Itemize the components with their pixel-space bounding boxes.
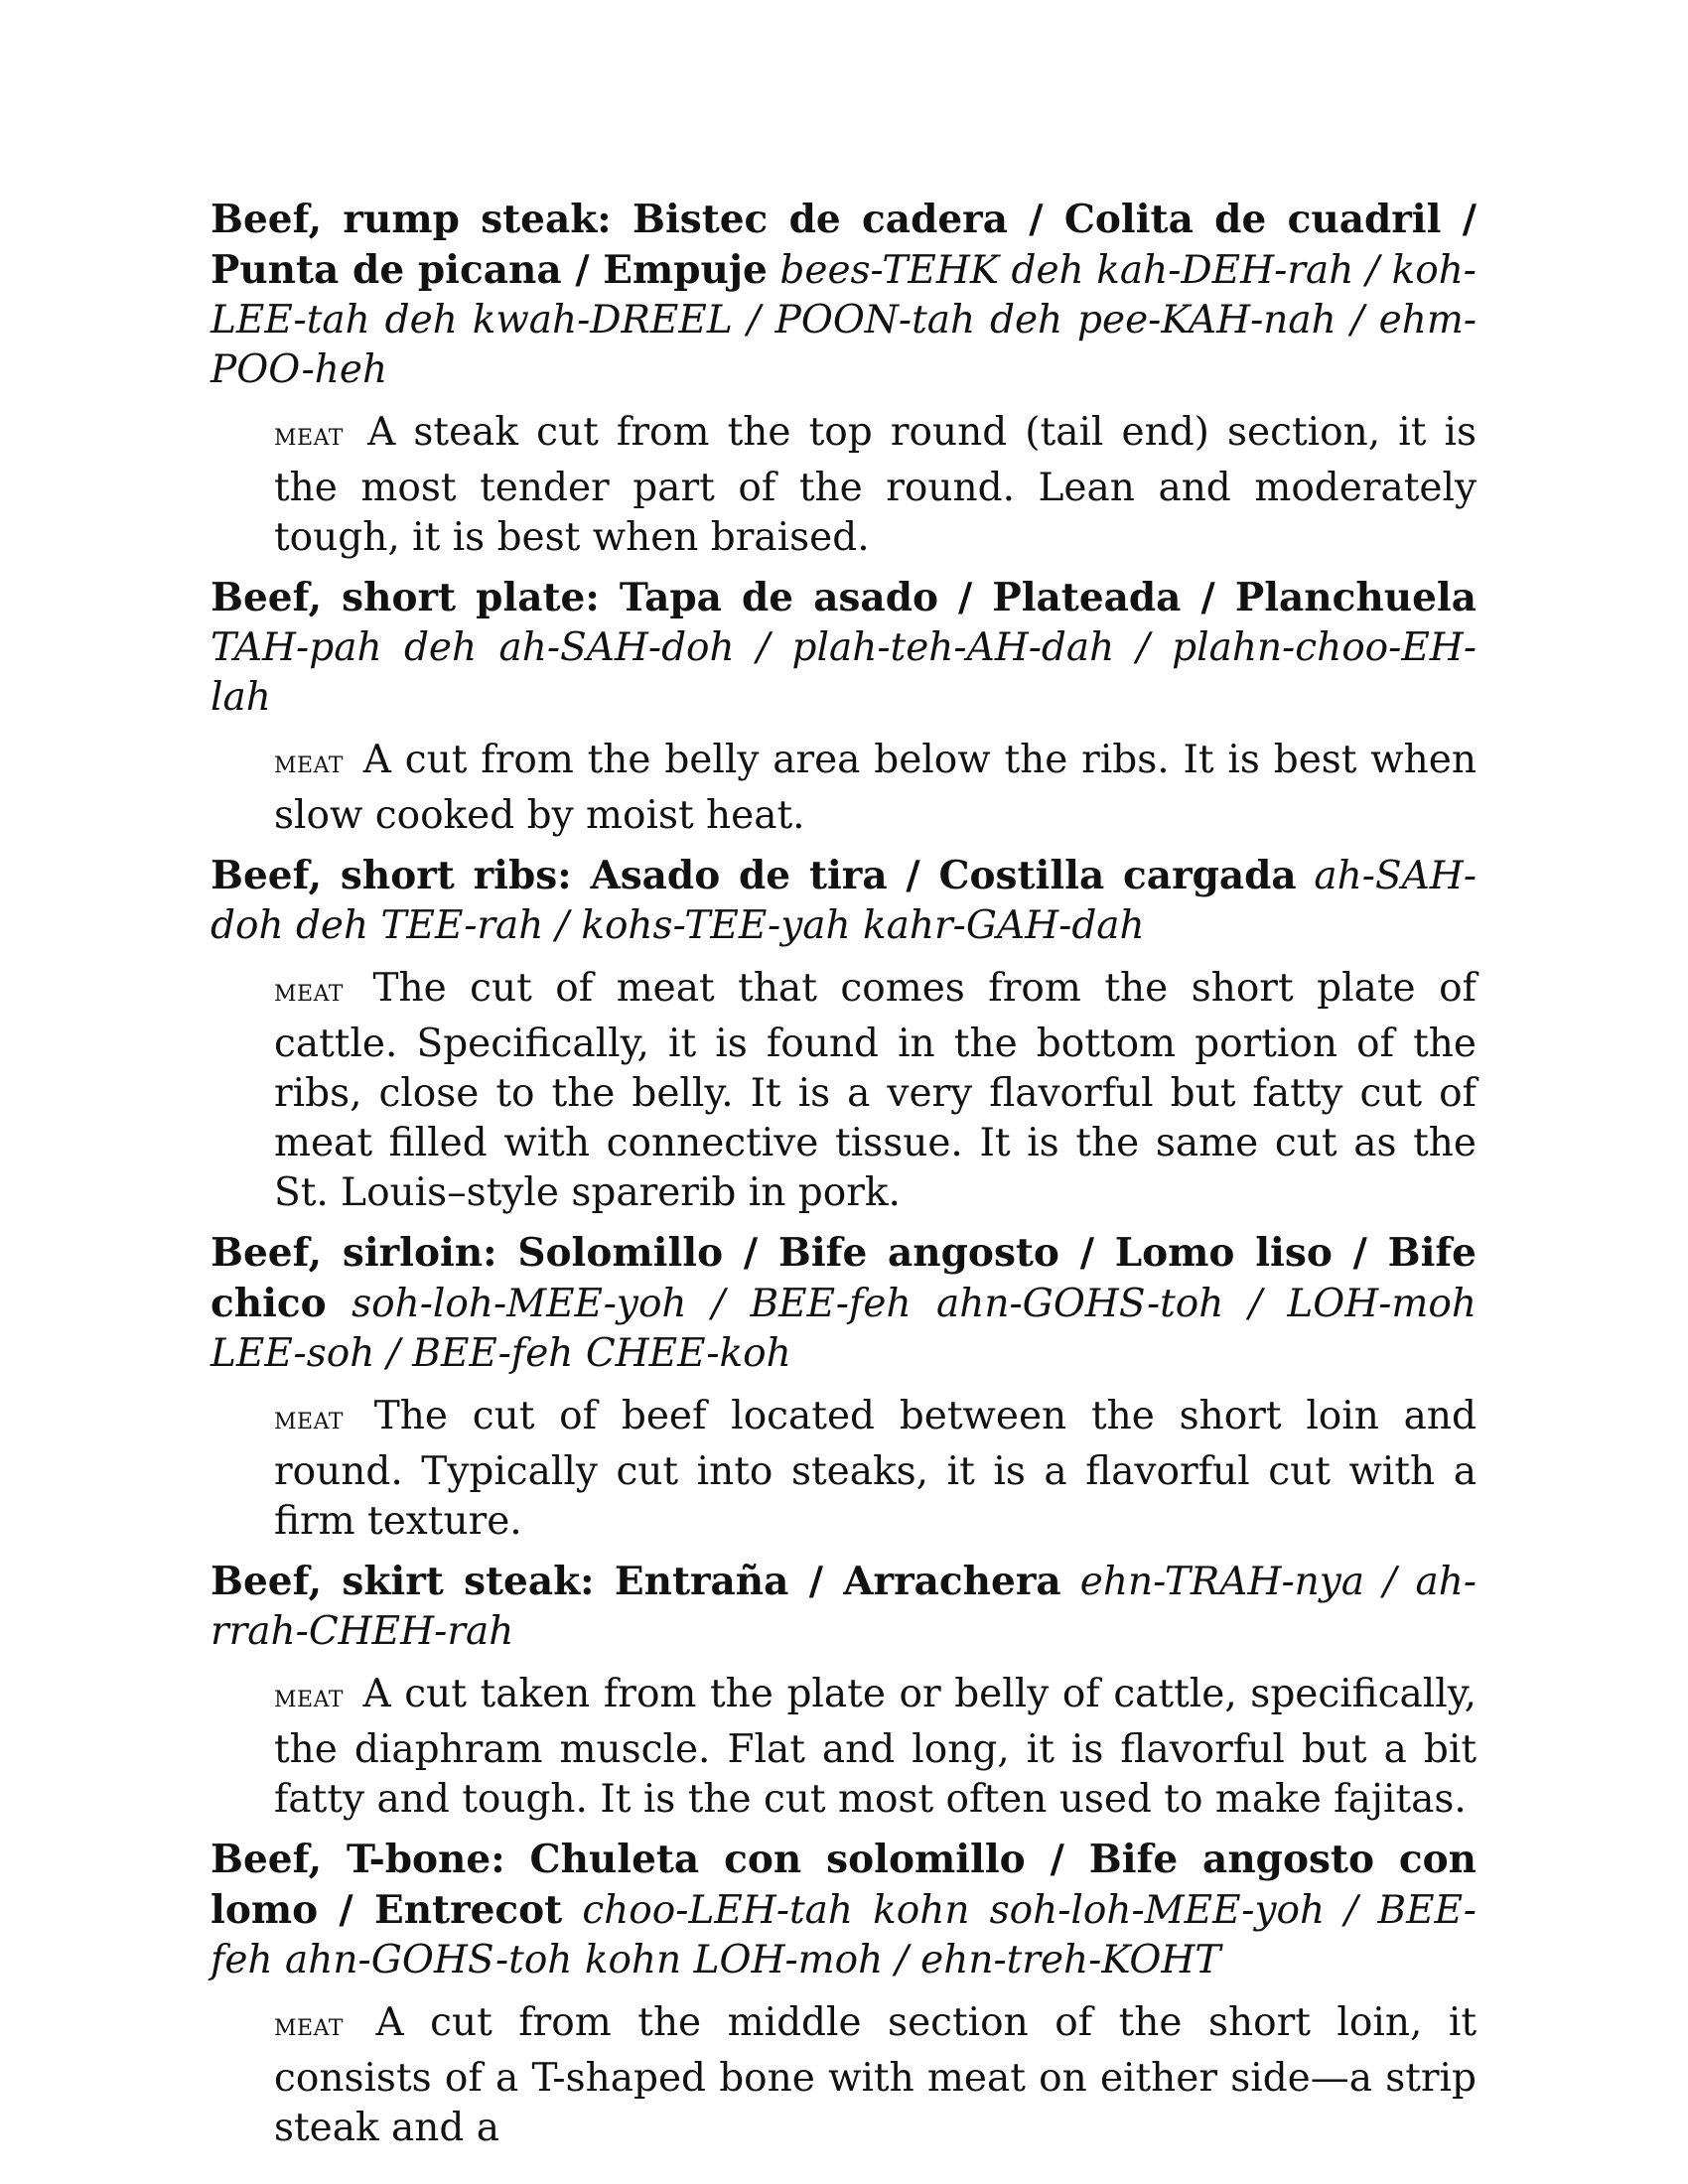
entry-t-bone [211, 1835, 1477, 2153]
entry-headword [211, 851, 1477, 951]
entry-sirloin [211, 1228, 1477, 1547]
entry-pronunciation: bees-TEHK deh kah-DEH-rah / koh-LEE-tah deh kwah-DREEL / POON-tah deh pee-KAH-nah / ehm-POO-heh [211, 248, 1477, 392]
entry-short-plate [211, 573, 1477, 841]
entry-definition [274, 1998, 1477, 2153]
entry-pronunciation: TAH-pah deh ah-SAH-doh / plah-teh-AH-dah / plahn-choo-EH-lah [211, 625, 1477, 720]
category-label: MEAT [274, 2016, 344, 2041]
category-label: MEAT [274, 982, 344, 1007]
dictionary-page [211, 195, 1477, 2163]
entry-definition [274, 736, 1477, 841]
entry-term: Beef, skirt steak: Entraña / Arrachera [211, 1559, 1061, 1604]
entry-definition [274, 1392, 1477, 1547]
definition-text: The cut of meat that comes from the short plate of cattle. Specifically, it is found in the bottom portion of the ribs, close to the belly. It is a very flavorful but fatty cut of meat filled with connective tissue. It is the same cut as the St. Louis–style sparerib in pork. [274, 966, 1477, 1215]
entry-headword [211, 1835, 1477, 1985]
category-label: MEAT [274, 1410, 344, 1434]
definition-text: A cut from the middle section of the short loin, it consists of a T-shaped bone with meat on either side—a strip steak and a [274, 2000, 1477, 2150]
definition-text: The cut of beef located between the short loin and round. Typically cut into steaks, it is a flavorful cut with a firm texture. [274, 1394, 1477, 1544]
definition-text: A cut from the belly area below the ribs. It is best when slow cooked by moist heat. [274, 738, 1477, 838]
entry-headword [211, 1557, 1477, 1657]
entry-definition [274, 964, 1477, 1218]
category-label: MEAT [274, 753, 344, 778]
entry-definition [274, 1670, 1477, 1825]
entry-skirt-steak [211, 1557, 1477, 1825]
entry-term: Beef, sirloin: Solomillo / Bife angosto / Lomo liso / Bife chico [211, 1230, 1477, 1326]
category-label: MEAT [274, 426, 344, 451]
entry-headword [211, 1228, 1477, 1379]
entry-short-ribs [211, 851, 1477, 1218]
entry-definition [274, 408, 1477, 563]
entry-pronunciation: ah-SAH-doh deh TEE-rah / kohs-TEE-yah kahr-GAH-dah [211, 854, 1477, 948]
entry-term: Beef, rump steak: Bistec de cadera / Colita de cuadril / Punta de picana / Empuje [211, 197, 1477, 293]
entry-pronunciation: choo-LEH-tah kohn soh-loh-MEE-yoh / BEE-feh ahn-GOHS-toh kohn LOH-moh / ehn-treh-KOHT [211, 1888, 1477, 1982]
entry-headword [211, 573, 1477, 723]
entry-pronunciation: ehn-TRAH-nya / ah-rrah-CHEH-rah [211, 1560, 1477, 1654]
entry-pronunciation: soh-loh-MEE-yoh / BEE-feh ahn-GOHS-toh / LOH-moh LEE-soh / BEE-feh CHEE-koh [211, 1282, 1477, 1376]
category-label: MEAT [274, 1688, 344, 1712]
entry-headword [211, 195, 1477, 395]
entry-term: Beef, short ribs: Asado de tira / Costilla cargada [211, 853, 1297, 898]
entry-term: Beef, short plate: Tapa de asado / Plateada / Planchuela [211, 575, 1477, 620]
definition-text: A steak cut from the top round (tail end) section, it is the most tender part of the round. Lean and moderately tough, it is best when braised. [274, 410, 1477, 560]
entry-rump-steak [211, 195, 1477, 563]
entry-term: Beef, T-bone: Chuleta con solomillo / Bife angosto con lomo / Entrecot [211, 1837, 1477, 1933]
definition-text: A cut taken from the plate or belly of cattle, specifically, the diaphram muscle. Flat and long, it is flavorful but a bit fatty and tough. It is the cut most often used to make fajitas. [274, 1672, 1477, 1822]
